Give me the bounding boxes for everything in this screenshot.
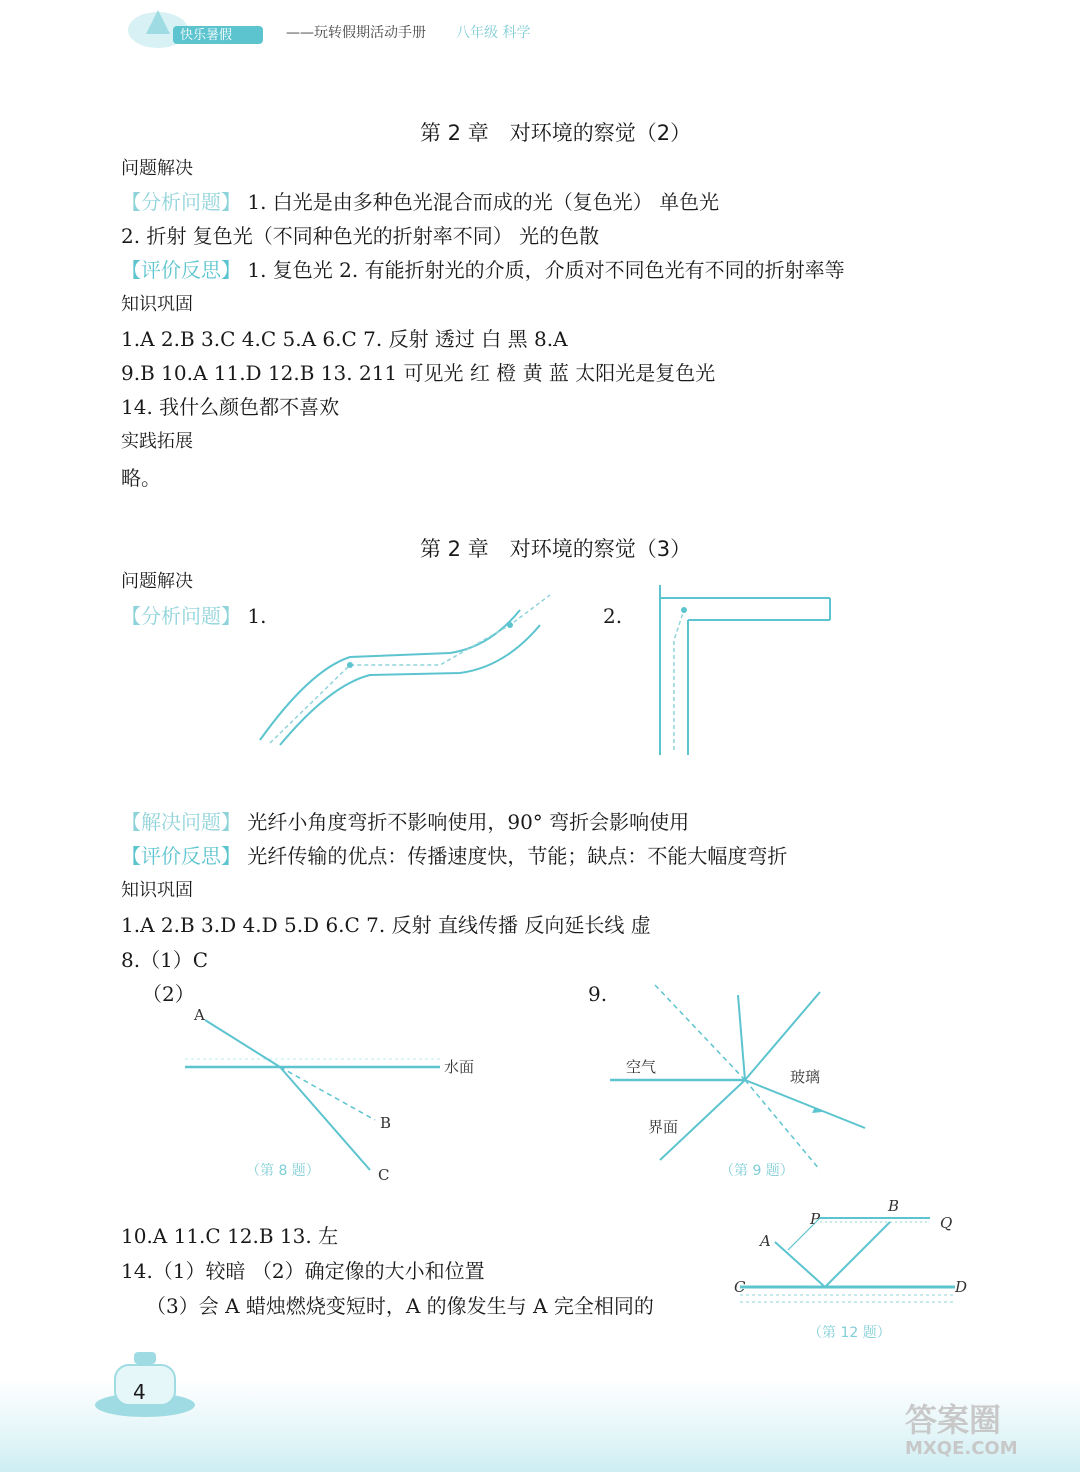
fig9-label-glass: 玻璃 [790,1068,821,1086]
answer-8-1: 8.（1）C [121,948,209,972]
page-number: 4 [133,1380,146,1404]
evaluate-text: 1. 复色光 2. 有能折射光的介质，介质对不同色光有不同的折射率等 [247,258,845,282]
solve-tag: 【解决问题】 [121,810,241,834]
fig1-label: 1. [247,604,267,628]
section-3-title: 第 2 章 对环境的察觉（3） [420,537,692,561]
series-badge: 快乐暑假 [180,28,233,43]
fig8-caption: （第 8 题） [246,1163,320,1179]
answers-row-2: 9.B 10.A 11.D 12.B 13. 211 可见光 红 橙 黄 蓝 太阳光是复色光 [121,361,716,385]
evaluate-line-2 [121,256,845,284]
answer-line-2: 2. 折射 复色光（不同种色光的折射率不同） 光的色散 [121,224,600,248]
analyze-text: 1. 白光是由多种色光混合而成的光（复色光） 单色光 [247,190,720,214]
header-banner [0,0,1080,60]
fiber-bent-diagram [250,585,570,755]
answer-8-2: （2） [142,982,195,1006]
fig12-label-p: P [810,1210,821,1228]
watermark-main: 答案圈 [905,1401,1002,1439]
knowledge-heading-3: 知识巩固 [121,880,193,901]
evaluate-tag: 【评价反思】 [121,258,241,282]
header-subtitle: ——玩转假期活动手册 [286,25,426,41]
evaluate-text-3: 光纤传输的优点：传播速度快，节能；缺点：不能大幅度弯折 [247,844,788,868]
analyze-tag-3: 【分析问题】 [121,604,241,628]
fig12-caption: （第 12 题） [808,1325,891,1341]
analyze-line-2 [121,188,719,216]
fiber-right-angle-diagram [650,580,840,760]
knowledge-heading-2: 知识巩固 [121,294,193,315]
evaluate-line-3 [121,842,787,870]
answers-row-3a: 1.A 2.B 3.D 4.D 5.D 6.C 7. 反射 直线传播 反向延长线 虚 [121,913,651,937]
analyze-line-3 [121,602,266,630]
fig9-label-interface: 界面 [648,1118,679,1136]
answer-9: 9. [588,982,608,1006]
fig12-label-d: D [955,1278,968,1296]
solve-text: 光纤小角度弯折不影响使用，90° 弯折会影响使用 [247,810,690,834]
fig8-label-a: A [194,1006,205,1024]
fig8-label-b: B [380,1114,392,1132]
answer-14-1: 14.（1）较暗 （2）确定像的大小和位置 [121,1259,485,1283]
problem-heading-3: 问题解决 [121,571,193,592]
problem-heading-2: 问题解决 [121,158,193,179]
watermark [905,1402,1080,1472]
answer-14-3: （3）会 A 蜡烛燃烧变短时，A 的像发生与 A 完全相同的 [146,1294,654,1318]
answer-14: 14. 我什么颜色都不喜欢 [121,395,340,419]
practice-text: 略。 [121,466,161,490]
fig8-label-water: 水面 [444,1058,475,1076]
fig12-label-q: Q [940,1214,953,1232]
fig12-label-c: C [734,1278,746,1296]
mirror-diagram [730,1200,970,1315]
fig12-label-b: B [888,1197,900,1215]
analyze-tag: 【分析问题】 [121,190,241,214]
answers-row-3b: 10.A 11.C 12.B 13. 左 [121,1224,339,1248]
answers-row-1: 1.A 2.B 3.C 4.C 5.A 6.C 7. 反射 透过 白 黑 8.A [121,327,568,351]
solve-line-3 [121,808,689,836]
fig9-caption: （第 9 题） [720,1163,794,1179]
fig2-label: 2. [603,604,623,628]
header-edition: 八年级 科学 [456,25,531,41]
fig8-label-c: C [378,1166,390,1184]
watermark-site: MXQE.COM [905,1438,1018,1459]
fig9-label-air: 空气 [626,1058,657,1076]
refraction-water-diagram [180,1005,480,1180]
fig12-label-a: A [760,1232,771,1250]
evaluate-tag-3: 【评价反思】 [121,844,241,868]
practice-heading: 实践拓展 [121,431,193,452]
section-2-title: 第 2 章 对环境的察觉（2） [420,121,692,145]
